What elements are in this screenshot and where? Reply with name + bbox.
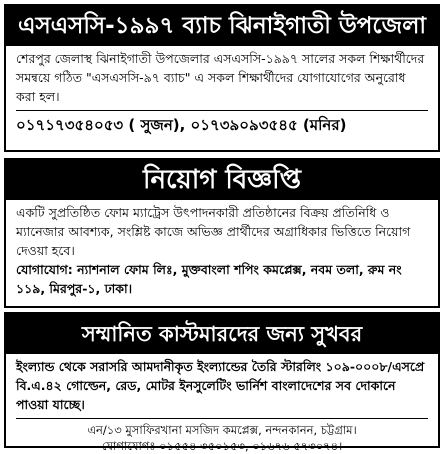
ad-customer-news: [4, 312, 440, 453]
ad-customer-divider: [16, 418, 428, 419]
ad-job-body-block: [6, 200, 438, 298]
ad-customer-title: সম্মানিত কাস্টমারদের জন্য সুখবর: [6, 314, 438, 354]
ad-ssc-body: শেরপুর জেলাস্থ ঝিনাইগাতী উপজেলার এসএসসি-১৯৯৭ সালের সকল শিক্ষার্থীদের সমন্বয়ে গঠিত "এসএসসি-৯৭ ব্যাচ" এ সকল শিক্ষার্থীদের যোগাযোগের অনুরোধ করা হল।: [16, 51, 425, 104]
ad-job-title: নিয়োগ বিজ্ঞপ্তি: [6, 160, 438, 200]
ad-ssc-title: এসএসসি-১৯৯৭ ব্যাচ ঝিনাইগাতী উপজেলা: [6, 6, 438, 46]
ad-customer-contact: যোগাযোগঃ ০১৫৫৪ ৩৫০১৫৩, ০১৬৭৬ ৫৭৩০৭৪।: [101, 439, 343, 453]
ad-ssc-divider: [16, 110, 428, 111]
ad-customer-address: এন/১৩ মুসাফিরখানা মসজিদ কমপ্লেক্স, নন্দনকানন, চট্টগ্রাম।: [87, 423, 357, 437]
ad-job-notice: [4, 158, 440, 308]
ad-ssc-contact: ০১৭১৭৩৫৪০৫৩ ( সুজন), ০১৭৩৯০৯৩৫৪৫ (মনির): [16, 116, 347, 134]
ad-ssc-1997-batch: [4, 4, 440, 152]
ad-job-contact: যোগাযোগ: ন্যাশনাল ফোম লিঃ, মুক্তবাংলা শপিং কমপ্লেক্স, নবম তলা, রুম নং ১১৯, মিরপুর-১, ঢাকা।: [16, 262, 402, 296]
ad-job-body: একটি সুপ্রতিষ্ঠিত ফোম ম্যাট্রেস উৎপাদনকারী প্রতিষ্ঠানের বিক্রয় প্রতিনিধি ও ম্যানেজার আবশ্যক, সংশ্লিষ্ট কাজে অভিজ্ঞ প্রার্থীদের অগ্রাধিকার ভিত্তিতে নিয়োগ দেওয়া হবে।: [16, 205, 411, 258]
ad-customer-body-block: [6, 354, 438, 454]
ad-ssc-body-block: [6, 46, 438, 136]
ad-customer-body: ইংল্যান্ড থেকে সরাসরি আমদানীকৃত ইংল্যান্ডের তৈরি স্টারলিং ১০৯-০০০৮/এসপ্রে বি.এ.৪২ গোল্ডেন, রেড, মোটর ইনসুলেটিং ভার্নিশ বাংলাদেশের সব দোকানে পাওয়া যাচ্ছে।: [16, 359, 425, 412]
